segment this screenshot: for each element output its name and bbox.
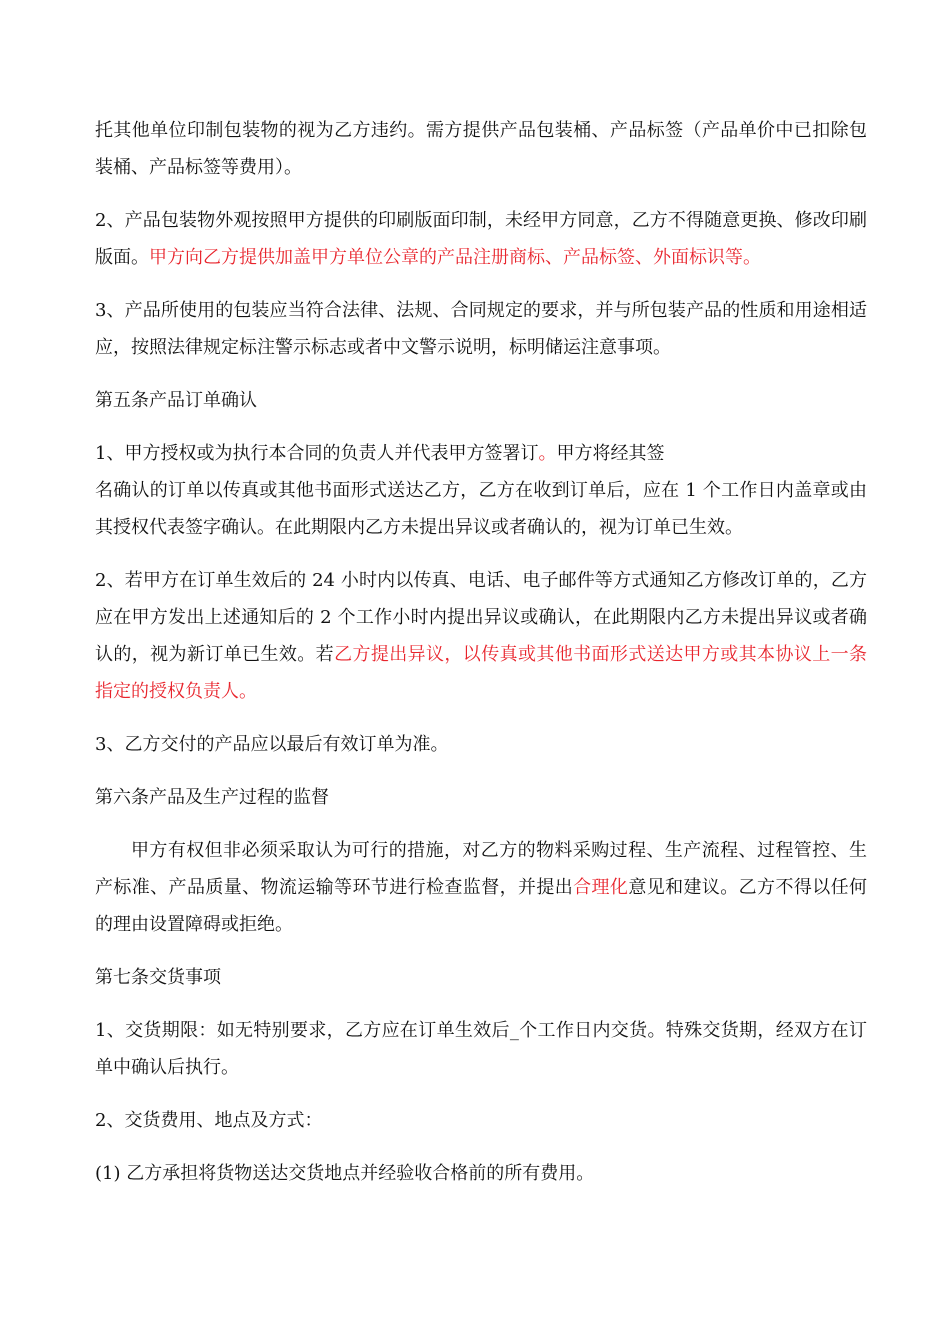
paragraph-text: 意见和建议。乙方不得以任何的理由设置障碍或拒绝。	[95, 877, 868, 935]
paragraph-delivery-costs	[95, 1102, 867, 1139]
highlighted-text: 合理化	[573, 877, 629, 898]
heading-text: 第五条产品订单确认	[95, 390, 257, 411]
paragraph-order-confirmation-2	[95, 562, 867, 710]
highlighted-text: 乙方提出异议，以传真或其他书面形式送达甲方或其本协议上一条指定的授权负责人。	[95, 644, 868, 702]
paragraph-supervision	[95, 832, 867, 943]
section-heading-5	[95, 382, 867, 419]
paragraph-delivery-cost-item-1	[95, 1155, 867, 1192]
paragraph-text: 2、交货费用、地点及方式：	[95, 1110, 323, 1131]
paragraph-first-line	[95, 435, 867, 472]
highlighted-text: 。	[538, 443, 557, 464]
paragraph-text: 名确认的订单以传真或其他书面形式送达乙方，乙方在收到订单后，应在 1 个工作日内盖章或由其授权代表签字确认。在此期限内乙方未提出异议或者确认的，视为订单已生效。	[95, 480, 867, 538]
section-heading-7	[95, 959, 867, 996]
paragraph-order-confirmation-3	[95, 726, 867, 763]
paragraph-order-confirmation-1	[95, 435, 867, 546]
paragraph-packaging-continued	[95, 112, 867, 186]
paragraph-text: 1、甲方授权或为执行本合同的负责人并代表甲方签署订	[95, 443, 539, 464]
paragraph-text: 2、产品包装物外观按照甲方提供的印刷版面印制，未经甲方同意，乙方不得随意更换、修改印刷版面。	[95, 210, 867, 268]
paragraph-text: 3、产品所使用的包装应当符合法律、法规、合同规定的要求，并与所包装产品的性质和用途相适应，按照法律规定标注警示标志或者中文警示说明，标明储运注意事项。	[95, 300, 867, 358]
paragraph-packaging-requirements	[95, 292, 867, 366]
paragraph-text: (1) 乙方承担将货物送达交货地点并经验收合格前的所有费用。	[95, 1163, 595, 1184]
paragraph-delivery-period	[95, 1012, 867, 1086]
paragraph-text: 1、交货期限：如无特别要求，乙方应在订单生效后_个工作日内交货。特殊交货期，经双方在订单中确认后执行。	[95, 1020, 867, 1078]
paragraph-packaging-appearance	[95, 202, 867, 276]
paragraph-text: 2、若甲方在订单生效后的 24 小时内以传真、电话、电子邮件等方式通知乙方修改订单的，乙方应在甲方发出上述通知后的 2 个工作小时内提出异议或确认，在此期限内乙方未提出异议或者确认的，视为新订单已生效。若	[95, 570, 867, 665]
paragraph-text: 托其他单位印制包装物的视为乙方违约。需方提供产品包装桶、产品标签（产品单价中已扣除包装桶、产品标签等费用）。	[95, 120, 867, 178]
document-page	[95, 112, 867, 1208]
paragraph-text: 甲方有权但非必须采取认为可行的措施，对乙方的物料采购过程、生产流程、过程管控、生产标准、产品质量、物流运输等环节进行检查监督，并提出	[95, 840, 867, 898]
highlighted-text: 甲方向乙方提供加盖甲方单位公章的产品注册商标、产品标签、外面标识等。	[149, 247, 761, 268]
paragraph-text: 3、乙方交付的产品应以最后有效订单为准。	[95, 734, 449, 755]
heading-text: 第七条交货事项	[95, 967, 221, 988]
heading-text: 第六条产品及生产过程的监督	[95, 787, 329, 808]
paragraph-text: 甲方将经其签	[556, 443, 665, 464]
section-heading-6	[95, 779, 867, 816]
